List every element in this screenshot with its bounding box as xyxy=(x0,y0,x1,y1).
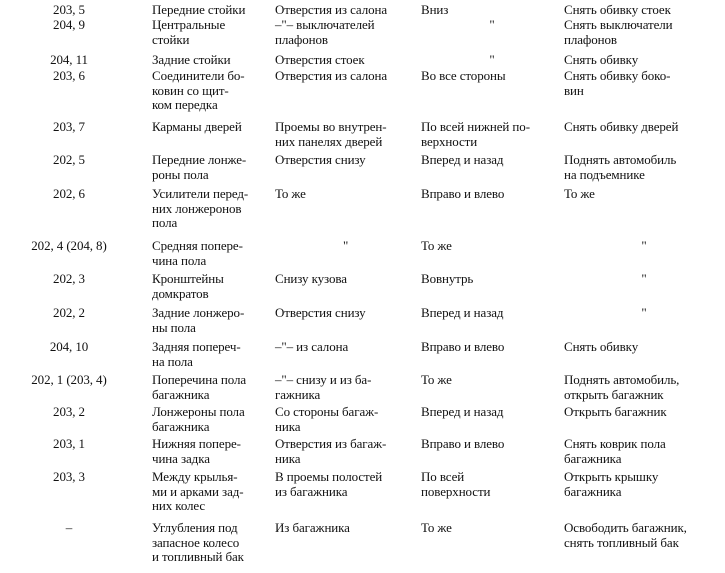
preparation: Снять коврик пола багажника xyxy=(564,436,666,466)
access-point: –"– из салона xyxy=(275,339,349,354)
figure-ref: 202, 1 (203, 4) xyxy=(31,372,107,387)
figure-ref: 203, 1 xyxy=(53,436,85,451)
spray-direction: " xyxy=(489,17,495,32)
preparation: Снять обивку дверей xyxy=(564,119,679,134)
preparation: Поднять автомобиль, открыть багажник xyxy=(564,372,680,402)
access-point: Снизу кузова xyxy=(275,271,347,286)
access-point: Из багажника xyxy=(275,520,350,535)
body-element: Лонжероны пола багажника xyxy=(152,404,245,434)
spray-direction: Вперед и назад xyxy=(421,404,504,419)
preparation: " xyxy=(641,271,647,286)
body-element: Задние стойки xyxy=(152,52,231,67)
body-element: Соединители бо- ковин со щит- ком передка xyxy=(152,68,245,112)
preparation: " xyxy=(641,238,647,253)
access-point: Отверстия из багаж- ника xyxy=(275,436,387,466)
spray-direction: Вперед и назад xyxy=(421,305,504,320)
preparation: " xyxy=(641,305,647,320)
figure-ref: 203, 6 xyxy=(53,68,85,83)
figure-ref: 204, 10 xyxy=(49,339,89,354)
spray-direction: Вправо и влево xyxy=(421,339,505,354)
access-point: Отверстия снизу xyxy=(275,305,366,320)
access-point: –"– снизу и из ба- гажника xyxy=(275,372,372,402)
preparation: Снять обивку боко- вин xyxy=(564,68,671,98)
preparation: Освободить багажник, снять топливный бак xyxy=(564,520,687,550)
figure-ref: 204, 11 xyxy=(50,52,88,67)
preparation: Открыть крышку багажника xyxy=(564,469,659,499)
body-element: Средняя попере- чина пола xyxy=(152,238,243,268)
spray-direction: По всей поверхности xyxy=(421,469,491,499)
figure-ref: 203, 5 xyxy=(53,2,85,17)
access-point: " xyxy=(343,238,349,253)
preparation: Открыть багажник xyxy=(564,404,667,419)
spray-direction: То же xyxy=(421,372,452,387)
preparation: То же xyxy=(564,186,595,201)
spray-direction: Вовнутрь xyxy=(421,271,474,286)
spray-direction: По всей нижней по- верхности xyxy=(421,119,530,149)
body-element: Поперечина пола багажника xyxy=(152,372,247,402)
spray-direction: Вниз xyxy=(421,2,449,17)
figure-ref: 204, 9 xyxy=(53,17,85,32)
body-element: Задние лонжеро- ны пола xyxy=(152,305,245,335)
figure-ref: 202, 2 xyxy=(53,305,85,320)
figure-ref: 202, 4 (204, 8) xyxy=(31,238,107,253)
body-element: Нижняя попере- чина задка xyxy=(152,436,241,466)
access-point: Проемы во внутрен- них панелях дверей xyxy=(275,119,387,149)
spray-direction: То же xyxy=(421,520,452,535)
figure-ref: 203, 2 xyxy=(53,404,85,419)
preparation: Снять обивку стоек xyxy=(564,2,671,17)
access-point: Отверстия стоек xyxy=(275,52,365,67)
access-point: Отверстия снизу xyxy=(275,152,366,167)
preparation: Поднять автомобиль на подъемнике xyxy=(564,152,677,182)
body-element: Задняя попереч- на пола xyxy=(152,339,241,369)
body-element: Передние лонже- роны пола xyxy=(152,152,247,182)
preparation: Снять обивку xyxy=(564,339,639,354)
access-point: –"– выключателей плафонов xyxy=(275,17,375,47)
figure-ref: 202, 5 xyxy=(53,152,85,167)
preparation: Снять выключатели плафонов xyxy=(564,17,673,47)
spray-direction: Вперед и назад xyxy=(421,152,504,167)
preparation: Снять обивку xyxy=(564,52,639,67)
access-point: В проемы полостей из багажника xyxy=(275,469,383,499)
body-element: Углубления под запасное колесо и топливный бак xyxy=(152,520,244,564)
body-element: Между крылья- ми и арками зад- них колес xyxy=(152,469,244,513)
access-point: Отверстия из салона xyxy=(275,68,388,83)
body-element: Карманы дверей xyxy=(152,119,242,134)
access-point: Отверстия из салона xyxy=(275,2,388,17)
body-element: Кронштейны домкратов xyxy=(152,271,224,301)
body-element: Усилители перед- них лонжеронов пола xyxy=(152,186,249,230)
figure-ref: 203, 3 xyxy=(53,469,85,484)
access-point: То же xyxy=(275,186,306,201)
figure-ref: 202, 6 xyxy=(53,186,85,201)
body-element: Передние стойки xyxy=(152,2,246,17)
spray-direction: Вправо и влево xyxy=(421,436,505,451)
body-element: Центральные стойки xyxy=(152,17,226,47)
access-point: Со стороны багаж- ника xyxy=(275,404,379,434)
spray-direction: Вправо и влево xyxy=(421,186,505,201)
figure-ref: 202, 3 xyxy=(53,271,85,286)
spray-direction: " xyxy=(489,52,495,67)
figure-ref: 203, 7 xyxy=(53,119,85,134)
spray-direction: То же xyxy=(421,238,452,253)
figure-ref: – xyxy=(65,520,73,535)
spray-direction: Во все стороны xyxy=(421,68,506,83)
